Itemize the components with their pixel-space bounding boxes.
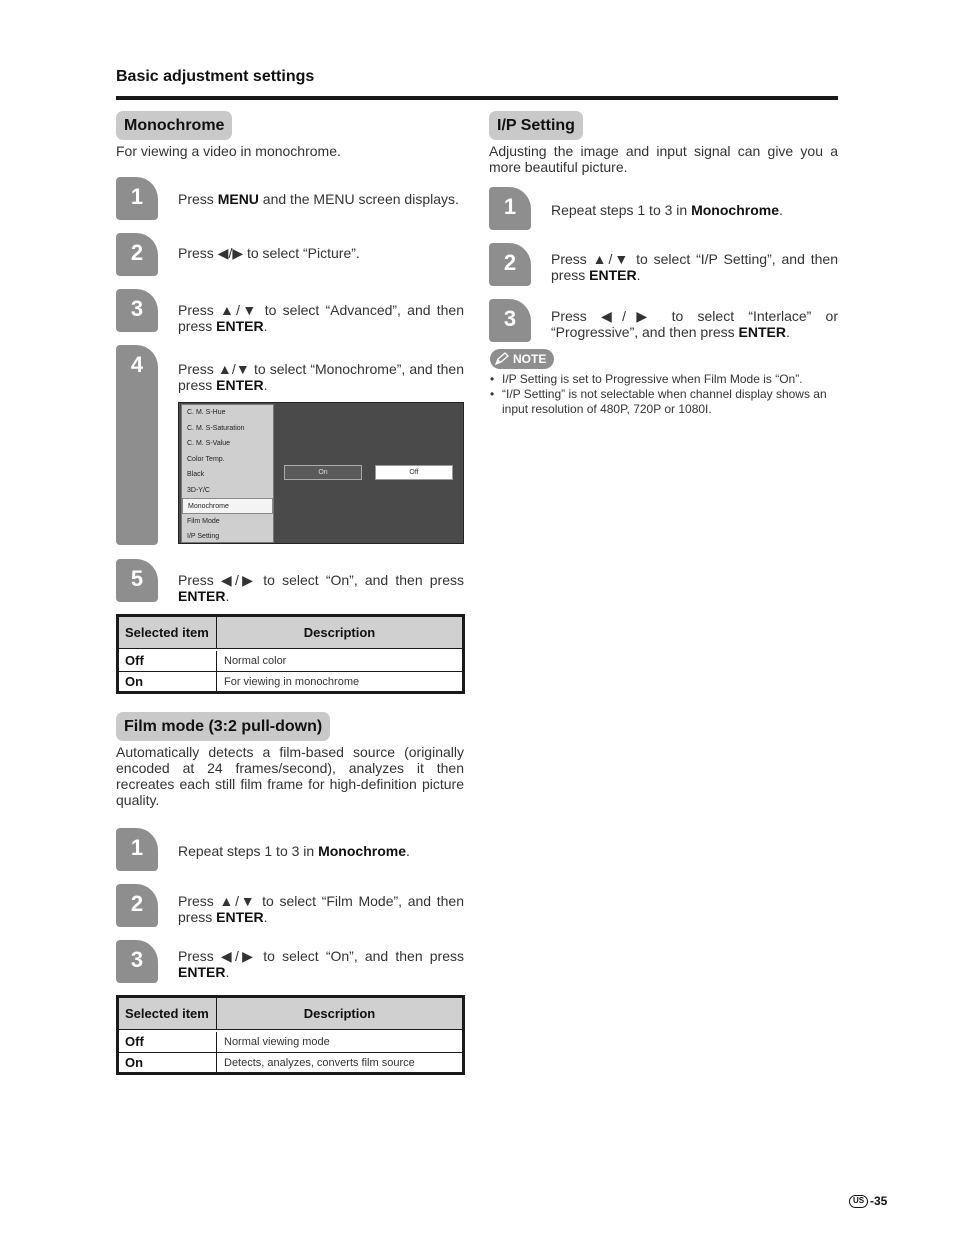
note-badge (490, 349, 554, 369)
table-cell-desc: Normal viewing mode (224, 1036, 330, 1048)
table-body (119, 651, 462, 691)
page-number-text: -35 (870, 1194, 888, 1208)
table-cell-item: Off (119, 651, 217, 671)
table-cell-desc: Detects, analyzes, converts film source (224, 1057, 415, 1069)
ip-setting-intro: Adjusting the image and input signal can give you a more beautiful picture. (489, 143, 838, 175)
table-row (119, 1032, 462, 1052)
monochrome-table (116, 614, 465, 694)
osd-item: Black (187, 471, 205, 478)
table-row (119, 651, 462, 671)
step-number: 1 (489, 187, 531, 230)
table-cell-item: On (119, 672, 217, 691)
step-number: 2 (116, 233, 158, 276)
step-text: Press MENU and the MENU screen displays. (178, 191, 459, 207)
step-text: Press ◀/▶ to select “On”, and then press ENTER. (178, 572, 464, 604)
section-title: Basic adjustment settings (116, 68, 315, 85)
step-number: 1 (116, 828, 158, 871)
osd-item: C. M. S-Value (187, 440, 231, 447)
osd-item-selected: Monochrome (182, 498, 273, 514)
osd-menu-list (181, 404, 274, 543)
step-text: Press ▲/▼ to select “Monochrome”, and then press ENTER. (178, 361, 464, 393)
table-body (119, 1032, 462, 1072)
step-text: Press ▲/▼ to select “Advanced”, and then press ENTER. (178, 302, 464, 334)
pencil-icon (494, 352, 510, 366)
table-cell-desc: For viewing in monochrome (224, 676, 360, 688)
step-number: 1 (116, 177, 158, 220)
step-number: 3 (116, 940, 158, 983)
osd-item: C. M. S-Hue (187, 409, 226, 416)
step-text: Repeat steps 1 to 3 in Monochrome. (551, 202, 783, 218)
step-number: 5 (116, 559, 158, 602)
table-row (119, 671, 462, 691)
column-header: Description (217, 998, 462, 1029)
header-rule (116, 96, 838, 100)
note-item: • “I/P Setting” is not selectable when channel display shows an input resolution of 480P, 720P or 1080I. (490, 387, 840, 417)
step-text: Press ▲/▼ to select “Film Mode”, and then press ENTER. (178, 893, 464, 925)
step-number: 3 (116, 289, 158, 332)
column-header: Selected item (119, 998, 217, 1029)
film-mode-table (116, 995, 465, 1075)
table-cell-item: On (119, 1053, 217, 1072)
osd-off-option: Off (375, 465, 453, 480)
film-mode-heading: Film mode (3:2 pull-down) (116, 712, 330, 741)
step-text: Press ◀/▶ to select “Picture”. (178, 245, 360, 261)
ip-setting-heading: I/P Setting (489, 111, 583, 140)
table-header (119, 998, 462, 1030)
table-header (119, 617, 462, 649)
osd-item: 3D-Y/C (187, 486, 210, 494)
osd-item: C. M. S-Saturation (187, 424, 245, 432)
step-text: Press ◀/▶ to select “On”, and then press ENTER. (178, 948, 464, 980)
page-number (849, 1194, 887, 1208)
column-header: Selected item (119, 617, 217, 648)
step-number: 2 (116, 884, 158, 927)
table-cell-desc: Normal color (224, 655, 287, 667)
step-number: 3 (489, 299, 531, 342)
step-text: Repeat steps 1 to 3 in Monochrome. (178, 843, 410, 859)
step-text: Press ◀/▶ to select “Interlace” or “Progressive”, and then press ENTER. (551, 308, 838, 340)
note-item: • I/P Setting is set to Progressive when Film Mode is “On”. (490, 372, 840, 387)
monochrome-heading: Monochrome (116, 111, 232, 140)
table-row (119, 1052, 462, 1072)
film-mode-intro: Automatically detects a film-based source (originally encoded at 24 frames/second), analyzes it then recreates each still film frame for high-definition picture quality. (116, 744, 464, 808)
osd-on-option: On (284, 465, 362, 480)
step-number: 4 (116, 345, 158, 545)
monochrome-intro: For viewing a video in monochrome. (116, 143, 341, 159)
table-cell-item: Off (119, 1032, 217, 1052)
step-number: 2 (489, 243, 531, 286)
note-list (490, 372, 840, 417)
step-text: Press ▲/▼ to select “I/P Setting”, and then press ENTER. (551, 251, 838, 283)
osd-item: Film Mode (187, 517, 220, 525)
region-badge: US (849, 1195, 868, 1208)
osd-item: Color Temp. (187, 455, 225, 463)
osd-item: I/P Setting (187, 533, 220, 540)
menu-screen-illustration (178, 402, 464, 544)
column-header: Description (217, 617, 462, 648)
note-label: NOTE (513, 352, 547, 366)
